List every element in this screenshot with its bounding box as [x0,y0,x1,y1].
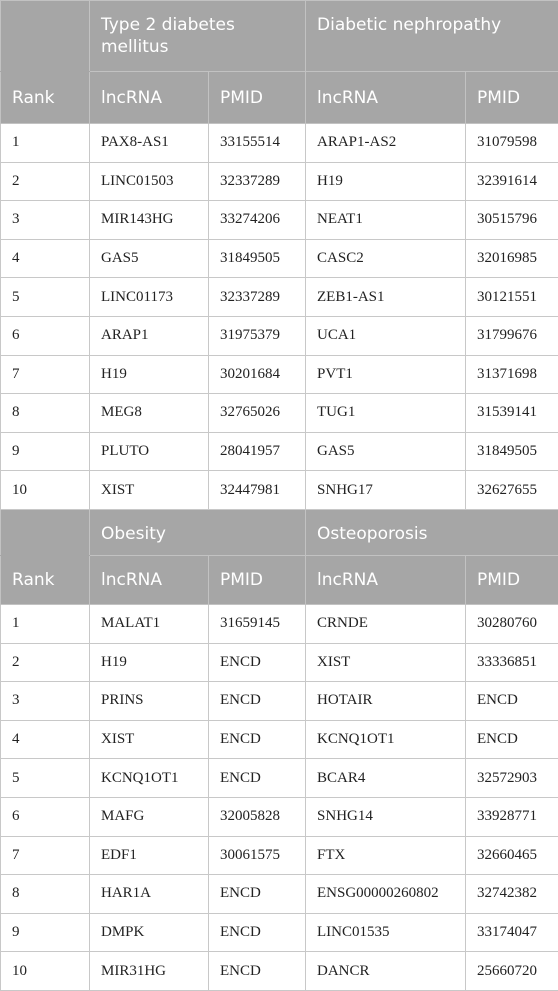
pmid-column-header: PMID [466,555,558,604]
lncrna-cell: MIR31HG [90,952,209,991]
pmid-cell: 32391614 [466,162,558,201]
disease-header: Obesity [90,509,306,555]
pmid-cell: 33174047 [466,913,558,952]
lncrna-cell: CASC2 [306,239,466,278]
lncrna-column-header: lncRNA [306,72,466,124]
disease-header: Type 2 diabetes mellitus [90,1,306,72]
rank-cell: 1 [1,604,90,643]
lncrna-cell: FTX [306,836,466,875]
lncrna-column-header: lncRNA [306,555,466,604]
lncrna-cell: GAS5 [306,432,466,471]
lncrna-cell: PRINS [90,682,209,721]
pmid-cell: 30121551 [466,278,558,317]
rank-cell: 2 [1,643,90,682]
pmid-cell: 30061575 [209,836,306,875]
rank-cell: 10 [1,952,90,991]
pmid-cell: ENCD [209,759,306,798]
table-row [1,952,558,991]
rank-cell: 4 [1,239,90,278]
pmid-column-header: PMID [466,72,558,124]
lncrna-cell: H19 [90,355,209,394]
rank-cell: 5 [1,759,90,798]
rank-column-header: Rank [1,72,90,124]
table-row [1,239,558,278]
rank-cell: 5 [1,278,90,317]
pmid-cell: 33928771 [466,797,558,836]
table-row [1,432,558,471]
table-row [1,720,558,759]
rank-cell: 3 [1,201,90,240]
lncrna-cell: BCAR4 [306,759,466,798]
lncrna-cell: ARAP1 [90,316,209,355]
pmid-cell: 31659145 [209,604,306,643]
table-row [1,355,558,394]
column-header-row [1,72,558,124]
pmid-cell: 31849505 [209,239,306,278]
rank-cell: 10 [1,471,90,510]
lncrna-column-header: lncRNA [90,72,209,124]
rank-cell: 6 [1,316,90,355]
lncrna-cell: KCNQ1OT1 [90,759,209,798]
table-row [1,682,558,721]
rank-column-header: Rank [1,555,90,604]
lncrna-cell: MALAT1 [90,604,209,643]
pmid-cell: 31079598 [466,124,558,163]
table-row [1,797,558,836]
pmid-cell: 25660720 [466,952,558,991]
pmid-cell: 30515796 [466,201,558,240]
table-row [1,759,558,798]
rank-cell: 6 [1,797,90,836]
pmid-cell: 32627655 [466,471,558,510]
pmid-cell: 32572903 [466,759,558,798]
pmid-cell: 31975379 [209,316,306,355]
table-body [1,1,558,991]
pmid-cell: 32016985 [466,239,558,278]
pmid-cell: ENCD [209,643,306,682]
pmid-cell: 32337289 [209,278,306,317]
lncrna-cell: PLUTO [90,432,209,471]
lncrna-cell: SNHG14 [306,797,466,836]
pmid-cell: 32742382 [466,875,558,914]
rank-cell: 9 [1,913,90,952]
pmid-cell: 33336851 [466,643,558,682]
table-row [1,875,558,914]
rank-header-spacer [1,509,90,555]
pmid-cell: 28041957 [209,432,306,471]
lncrna-column-header: lncRNA [90,555,209,604]
lncrna-cell: NEAT1 [306,201,466,240]
lncrna-cell: HAR1A [90,875,209,914]
pmid-cell: ENCD [209,952,306,991]
lncrna-cell: XIST [306,643,466,682]
lncrna-cell: CRNDE [306,604,466,643]
table-row [1,643,558,682]
lncrna-cell: DMPK [90,913,209,952]
lncrna-cell: XIST [90,720,209,759]
pmid-cell: 31849505 [466,432,558,471]
lncrna-cell: LINC01535 [306,913,466,952]
rank-cell: 7 [1,836,90,875]
disease-header: Diabetic nephropathy [306,1,558,72]
pmid-cell: 32765026 [209,394,306,433]
lncrna-cell: H19 [306,162,466,201]
rank-cell: 1 [1,124,90,163]
lncrna-cell: UCA1 [306,316,466,355]
table-row [1,836,558,875]
lncrna-cell: GAS5 [90,239,209,278]
pmid-cell: 32447981 [209,471,306,510]
section-header-row [1,509,558,555]
rank-cell: 4 [1,720,90,759]
lncrna-cell: ZEB1-AS1 [306,278,466,317]
pmid-cell: 32005828 [209,797,306,836]
lncrna-cell: HOTAIR [306,682,466,721]
pmid-cell: 31371698 [466,355,558,394]
lncrna-cell: DANCR [306,952,466,991]
table-row [1,162,558,201]
pmid-cell: ENCD [209,913,306,952]
rank-header-spacer [1,1,90,72]
table-row [1,471,558,510]
table-row [1,278,558,317]
pmid-cell: 33155514 [209,124,306,163]
section-header-row [1,1,558,72]
lncrna-cell: XIST [90,471,209,510]
lncrna-cell: PAX8-AS1 [90,124,209,163]
pmid-cell: ENCD [209,875,306,914]
pmid-cell: 33274206 [209,201,306,240]
pmid-cell: ENCD [466,720,558,759]
pmid-cell: 32337289 [209,162,306,201]
rank-cell: 8 [1,394,90,433]
table-row [1,201,558,240]
rank-cell: 8 [1,875,90,914]
table-row [1,124,558,163]
lncrna-cell: MIR143HG [90,201,209,240]
rank-cell: 7 [1,355,90,394]
lncrna-cell: KCNQ1OT1 [306,720,466,759]
lncrna-cell: SNHG17 [306,471,466,510]
lncrna-cell: H19 [90,643,209,682]
pmid-column-header: PMID [209,555,306,604]
rank-cell: 3 [1,682,90,721]
lncrna-cell: TUG1 [306,394,466,433]
lncrna-cell: LINC01173 [90,278,209,317]
pmid-cell: ENCD [466,682,558,721]
pmid-cell: 31539141 [466,394,558,433]
table-row [1,913,558,952]
table-row [1,316,558,355]
rank-cell: 9 [1,432,90,471]
lncrna-cell: MEG8 [90,394,209,433]
lncrna-cell: PVT1 [306,355,466,394]
pmid-cell: 31799676 [466,316,558,355]
table-row [1,394,558,433]
column-header-row [1,555,558,604]
rank-cell: 2 [1,162,90,201]
pmid-cell: ENCD [209,682,306,721]
lncrna-cell: LINC01503 [90,162,209,201]
lncrna-cell: ARAP1-AS2 [306,124,466,163]
lncrna-cell: ENSG00000260802 [306,875,466,914]
pmid-column-header: PMID [209,72,306,124]
pmid-cell: ENCD [209,720,306,759]
lncrna-cell: EDF1 [90,836,209,875]
disease-header: Osteoporosis [306,509,558,555]
pmid-cell: 30201684 [209,355,306,394]
pmid-cell: 32660465 [466,836,558,875]
pmid-cell: 30280760 [466,604,558,643]
table-row [1,604,558,643]
lncrna-cell: MAFG [90,797,209,836]
